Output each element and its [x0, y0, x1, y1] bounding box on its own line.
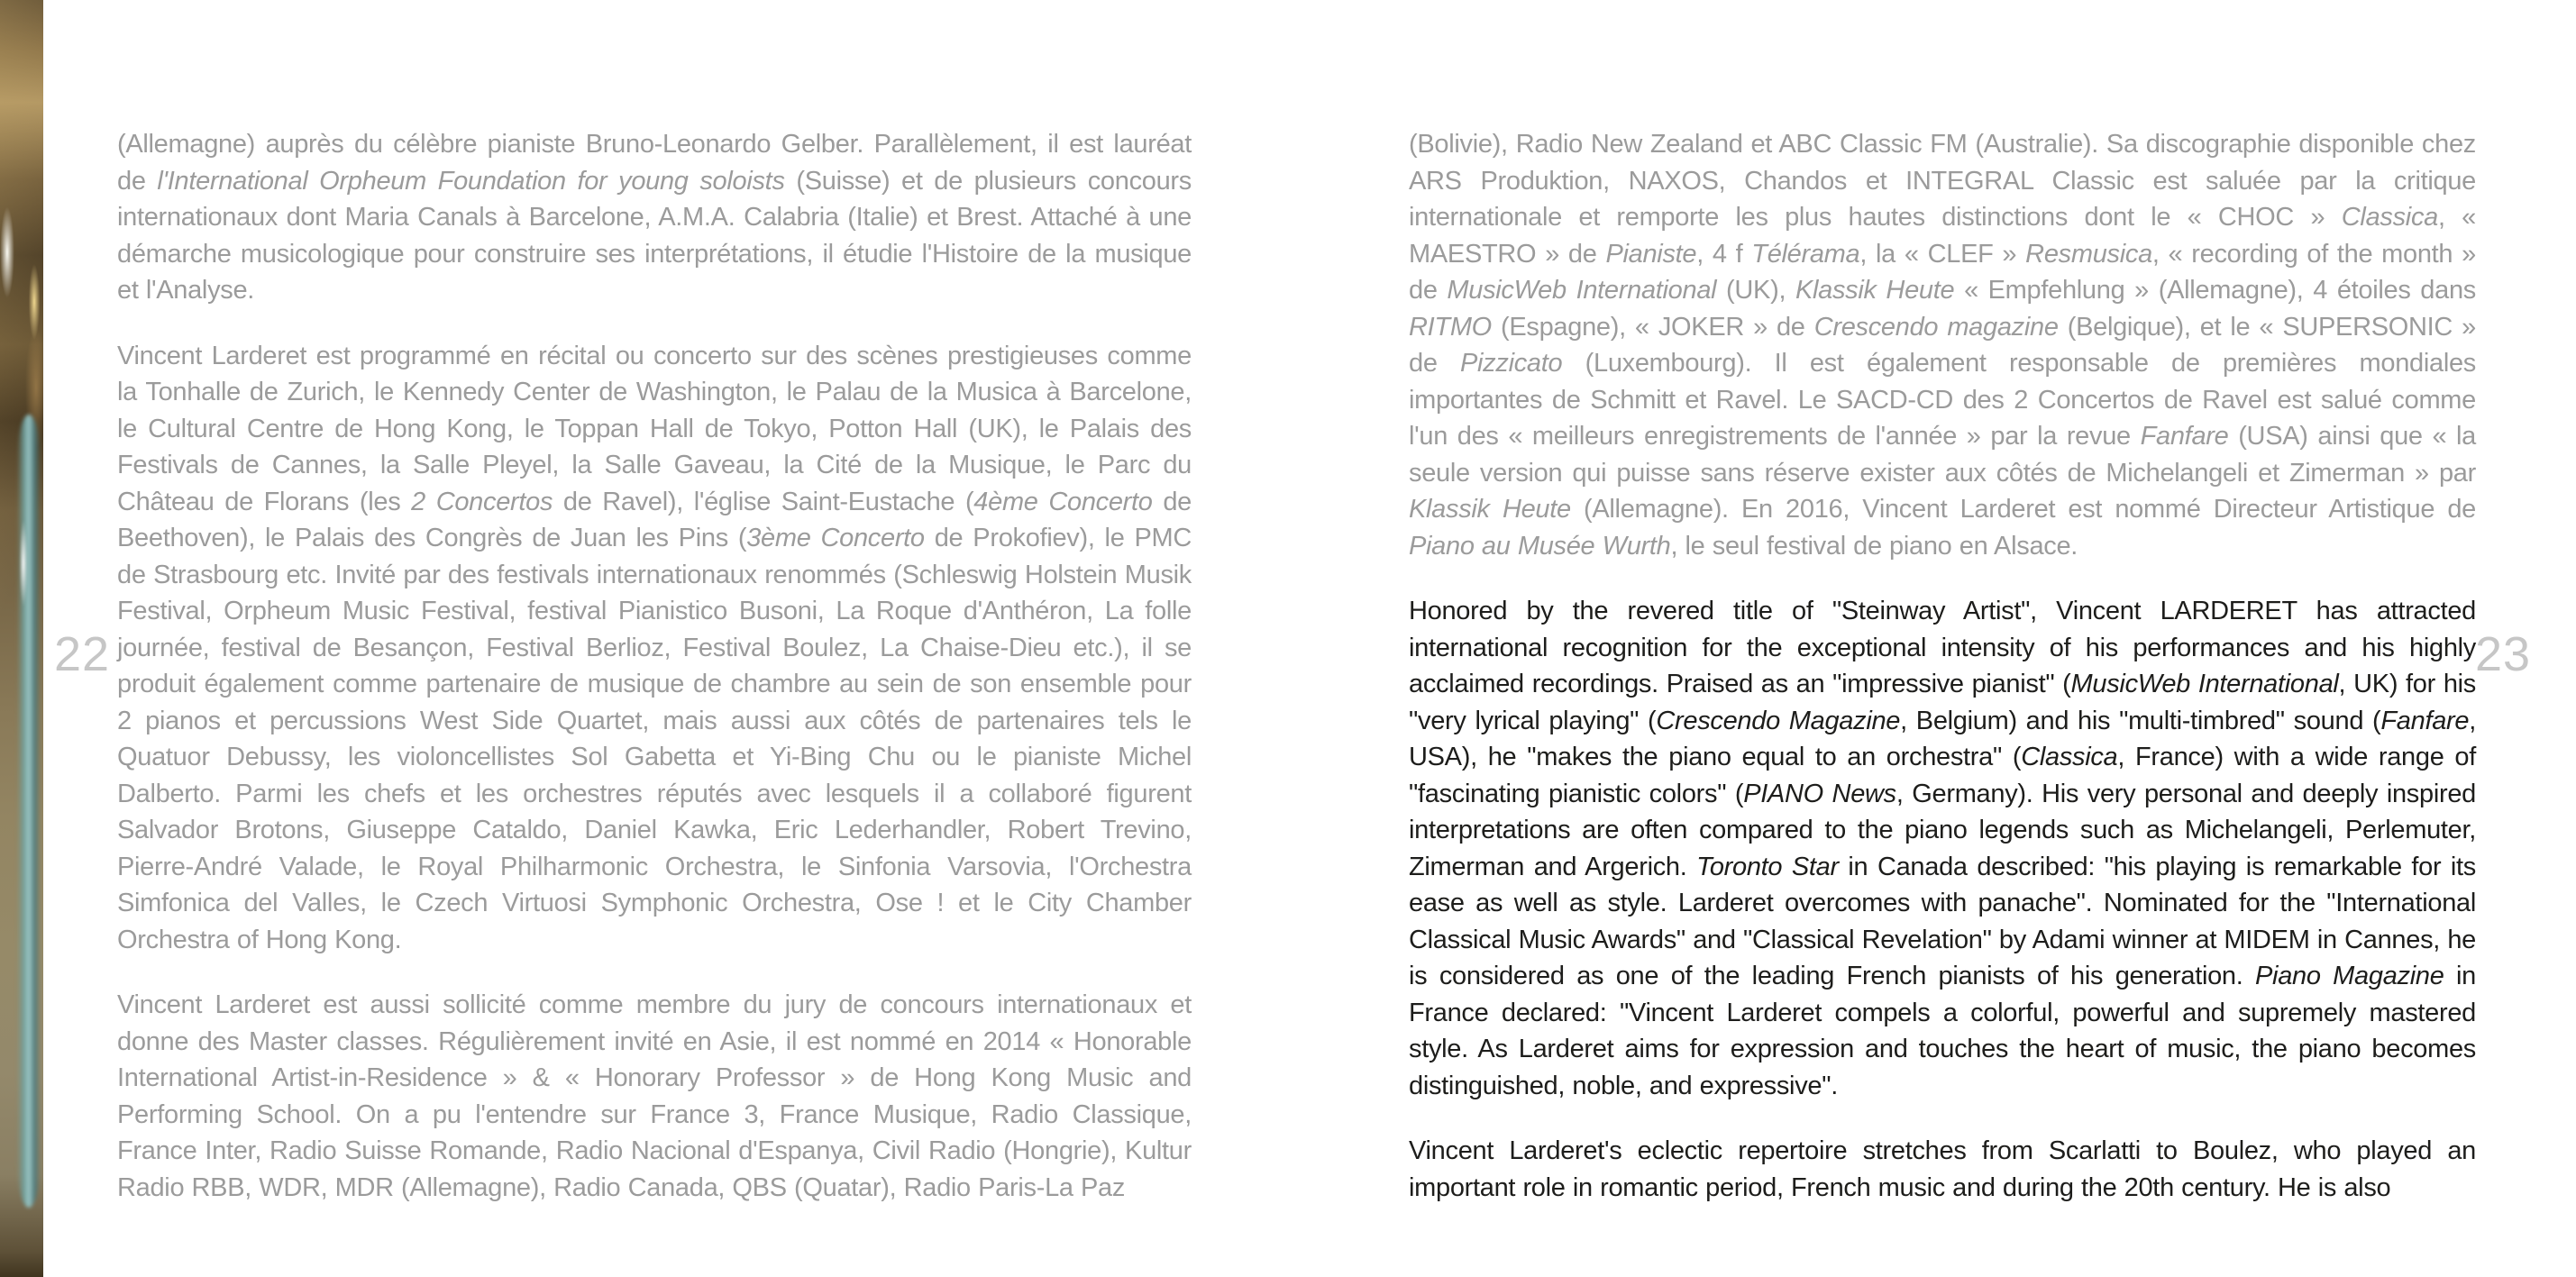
paragraph	[117, 338, 1192, 959]
text-run: de Prokofiev), le PMC de Strasbourg etc. Invité par des festivals internationaux renommés (Schleswig Holstein Musik Festival, Orpheum Music Festival, festival Pianistico Busoni, La Roque d'Anthéron, La folle journée, festival de Besançon, Festival Berlioz, Festival Boulez, La Chaise-Dieu etc.), il se produit également comme partenaire de musique de chambre au sein de son ensemble pour 2 pianos et percussions West Side Quartet, mais aussi aux côtés de partenaires tels le Quatuor Debussy, les violoncellistes Sol Gabetta et Yi-Bing Chu ou le pianiste Michel Dalberto. Parmi les chefs et les orchestres réputés avec lesquels il a collaboré figurent Salvador Brotons, Giuseppe Cataldo, Daniel Kawka, Eric Lederhandler, Robert Trevino, Pierre-André Valade, le Royal Philharmonic Orchestra, le Sinfonia Varsovia, l'Orchestra Simfonica del Valles, le Czech Virtuosi Symphonic Orchestra, Ose ! et le City Chamber Orchestra of Hong Kong.	[117, 524, 1192, 954]
text-run: , UK) for his "very lyrical playing" (	[1409, 670, 2477, 735]
text-run: (UK),	[1716, 276, 1795, 305]
italic-text-run: Crescendo magazine	[1813, 312, 2059, 342]
text-run: (Belgique), et le « SUPERSONIC » de	[1409, 312, 2476, 378]
text-run: , France) with a wide range of "fascinating pianistic colors" (	[1409, 743, 2476, 808]
text-run: (USA) ainsi que « la seule version qui puisse sans réserve exister aux côtés de Michelangeli et Zimerman » par	[1409, 422, 2476, 488]
italic-text-run: Piano Magazine	[2255, 962, 2444, 990]
paragraph	[1409, 593, 2476, 1104]
italic-text-run: Pizzicato	[1459, 349, 1563, 378]
text-run: (Suisse) et de plusieurs concours internationaux dont Maria Canals à Barcelone, A.M.A. Calabria (Italie) et Brest. Attaché à une démarche musicologique pour construire ses interprétations, il étudie l'Histoire de la musique et l'Analyse.	[117, 166, 1192, 305]
paragraph	[1409, 126, 2476, 564]
italic-text-run: Piano au Musée Wurth	[1409, 531, 1671, 561]
italic-text-run: Crescendo Magazine	[1656, 706, 1901, 735]
right-page-text-column	[1409, 126, 2476, 1235]
text-run: (Luxembourg). Il est également responsable de premières mondiales importantes de Schmitt et Ravel. Le SACD-CD des 2 Concertos de Ravel est salué comme l'un des « meilleurs enregistrements de l'année » par la revue	[1409, 349, 2476, 451]
paragraph	[117, 126, 1192, 309]
text-run: Vincent Larderet's eclectic repertoire stretches from Scarlatti to Boulez, who played an important role in romantic period, French music and during the 20th century. He is also	[1409, 1136, 2476, 1202]
paragraph	[117, 987, 1192, 1206]
text-run: (Allemagne) auprès du célèbre pianiste Bruno-Leonardo Gelber. Parallèlement, il est lauréat de	[117, 130, 1192, 196]
text-run: de Ravel), l'église Saint-Eustache (	[553, 487, 974, 516]
italic-text-run: RITMO	[1409, 312, 1492, 342]
italic-text-run: Fanfare	[2140, 422, 2229, 451]
text-run: , « MAESTRO » de	[1409, 203, 2476, 269]
left-page-text-column	[117, 126, 1192, 1235]
italic-text-run: 2 Concertos	[411, 487, 553, 516]
page-number-left: 22	[54, 627, 111, 681]
italic-text-run: Classica	[2341, 203, 2438, 232]
italic-text-run: Klassik Heute	[1409, 495, 1571, 524]
italic-text-run: Resmusica	[2025, 239, 2152, 269]
text-run: , USA), he "makes the piano equal to an orchestra" (	[1409, 706, 2476, 771]
italic-text-run: 3ème Concerto	[746, 524, 925, 552]
text-run: (Allemagne). En 2016, Vincent Larderet est nommé Directeur Artistique de	[1570, 495, 2476, 524]
italic-text-run: Télérama	[1751, 239, 1860, 269]
text-run: , la « CLEF »	[1859, 239, 2026, 269]
text-run: de Beethoven), le Palais des Congrès de Juan les Pins (	[117, 487, 1192, 552]
text-run: in Canada described: "his playing is remarkable for its ease as well as style. Larderet overcomes with panache". Nominated for the "International Classical Music Awards" and "Classical Revelation" by Adami winner at MIDEM in Cannes, he is considered as one of the leading French pianists of his generation.	[1409, 852, 2476, 990]
text-run: (Bolivie), Radio New Zealand et ABC Classic FM (Australie). Sa discographie disponible chez ARS Produktion, NAXOS, Chandos et INTEGRAL Classic est saluée par la critique internationale et remporte les plus hautes distinctions dont le « CHOC »	[1409, 130, 2476, 232]
italic-text-run: PIANO News	[1743, 779, 1896, 808]
italic-text-run: MusicWeb International	[2070, 670, 2339, 698]
text-run: Vincent Larderet est aussi sollicité comme membre du jury de concours internationaux et donne des Master classes. Régulièrement invité en Asie, il est nommé en 2014 « Honorable International Artist-in-Residence » & « Honorary Professor » de Hong Kong Music and Performing School. On a pu l'entendre sur France 3, France Musique, Radio Classique, France Inter, Radio Suisse Romande, Radio Nacional d'Espanya, Civil Radio (Hongrie), Kultur Radio RBB, WDR, MDR (Allemagne), Radio Canada, QBS (Quatar), Radio Paris-La Paz	[117, 990, 1192, 1202]
page-number-right: 23	[2475, 627, 2532, 681]
text-run: , Belgium) and his "multi-timbred" sound (	[1900, 706, 2381, 735]
text-run: Honored by the revered title of "Steinway Artist", Vincent LARDERET has attracted international recognition for the exceptional intensity of his performances and his highly acclaimed recordings. Praised as an "impressive pianist" (	[1409, 597, 2476, 698]
text-run: , le seul festival de piano en Alsace.	[1670, 531, 2078, 561]
paragraph	[1409, 1133, 2476, 1206]
italic-text-run: Fanfare	[2380, 706, 2470, 735]
italic-text-run: 4ème Concerto	[973, 487, 1153, 516]
text-run: Vincent Larderet est programmé en récital ou concerto sur des scènes prestigieuses comme la Tonhalle de Zurich, le Kennedy Center de Washington, le Palau de la Musica à Barcelone, le Cultural Centre de Hong Kong, le Toppan Hall de Tokyo, Potton Hall (UK), le Palais des Festivals de Cannes, la Salle Pleyel, la Salle Gaveau, la Cité de la Musique, le Parc du Château de Florans (les	[117, 341, 1192, 516]
italic-text-run: MusicWeb International	[1447, 276, 1717, 305]
left-edge-photo-strip	[0, 0, 43, 1277]
italic-text-run: Toronto Star	[1696, 852, 1839, 881]
italic-text-run: Classica	[2021, 743, 2118, 771]
text-run: (Espagne), « JOKER » de	[1491, 312, 1814, 342]
text-run: « Empfehlung » (Allemagne), 4 étoiles dans	[1954, 276, 2476, 305]
text-run: , « recording of the month » de	[1409, 239, 2476, 305]
text-run: , 4 f	[1696, 239, 1752, 269]
text-run: in France declared: "Vincent Larderet compels a colorful, powerful and supremely mastered style. As Larderet aims for expression and touches the heart of music, the piano becomes distinguished, noble, and expressive".	[1409, 962, 2476, 1100]
italic-text-run: l'International Orpheum Foundation for young soloists	[157, 166, 785, 196]
italic-text-run: Pianiste	[1605, 239, 1697, 269]
italic-text-run: Klassik Heute	[1795, 276, 1955, 305]
text-run: , Germany). His very personal and deeply inspired interpretations are often compared to the piano legends such as Michelangeli, Perlemuter, Zimerman and Argerich.	[1409, 779, 2476, 881]
